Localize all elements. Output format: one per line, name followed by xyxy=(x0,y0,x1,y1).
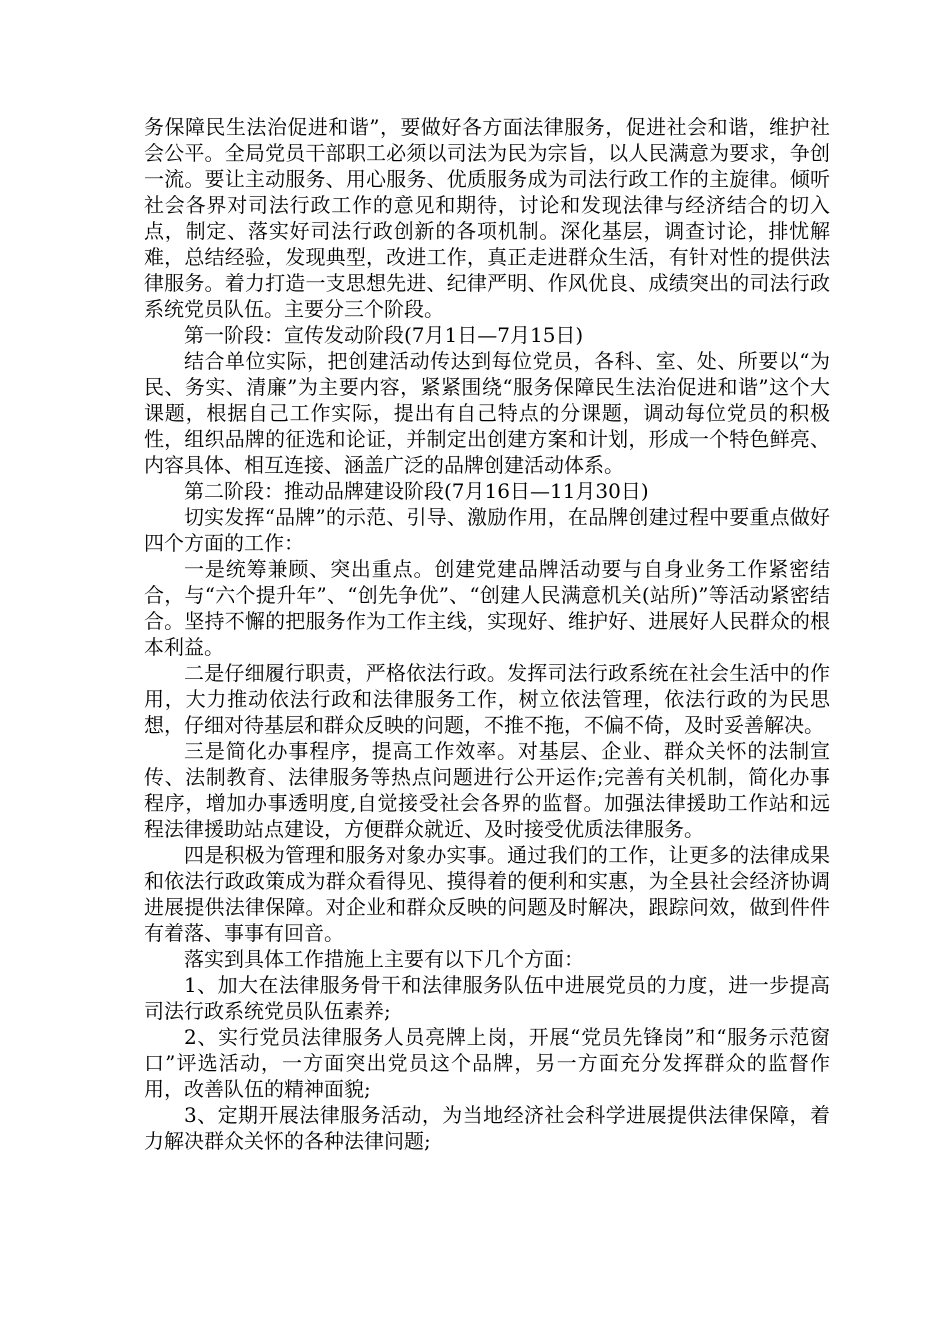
stage-one-heading: 第一阶段：宣传发动阶段(7月1日—7月15日) xyxy=(184,323,584,347)
measure-1: 1、加大在法律服务骨干和法律服务队伍中进展党员的力度，进一步提高司法行政系统党员队伍素养; xyxy=(144,973,830,1023)
point-two: 二是仔细履行职责，严格依法行政。发挥司法行政系统在社会生活中的作用，大力推动依法行政和法律服务工作，树立依法管理，依法行政的为民思想，仔细对待基层和群众反映的问题，不推不拖，不偏不倚，及时妥善解决。 xyxy=(144,661,830,737)
document-body xyxy=(144,114,830,1154)
point-one: 一是统筹兼顾、突出重点。创建党建品牌活动要与自身业务工作紧密结合，与“六个提升年”、“创先争优”、“创建人民满意机关(站所)”等活动紧密结合。坚持不懈的把服务作为工作主线，实现好、维护好、进展好人民群众的根本利益。 xyxy=(144,557,830,659)
stage-two-heading: 第二阶段：推动品牌建设阶段(7月16日—11月30日) xyxy=(184,479,649,503)
stage-one-body: 结合单位实际，把创建活动传达到每位党员，各科、室、处、所要以“为民、务实、清廉”为主要内容，紧紧围绕“服务保障民生法治促进和谐”这个大课题，根据自己工作实际，提出有自己特点的分课题，调动每位党员的积极性，组织品牌的征选和论证，并制定出创建方案和计划，形成一个特色鲜亮、内容具体、相互连接、涵盖广泛的品牌创建活动体系。 xyxy=(144,349,830,477)
measure-3: 3、定期开展法律服务活动，为当地经济社会科学进展提供法律保障，着力解决群众关怀的各种法律问题; xyxy=(144,1103,830,1153)
stage-two-intro: 切实发挥“品牌”的示范、引导、激励作用，在品牌创建过程中要重点做好四个方面的工作： xyxy=(144,505,830,555)
paragraph-intro-continued: 务保障民生法治促进和谐”，要做好各方面法律服务，促进社会和谐，维护社会公平。全局党员干部职工必须以司法为民为宗旨，以人民满意为要求，争创一流。要让主动服务、用心服务、优质服务成为司法行政工作的主旋律。倾听社会各界对司法行政工作的意见和期待，讨论和发现法律与经济结合的切入点，制定、落实好司法行政创新的各项机制。深化基层，调查讨论，排忧解难，总结经验，发现典型，改进工作，真正走进群众生活，有针对性的提供法律服务。着力打造一支思想先进、纪律严明、作风优良、成绩突出的司法行政系统党员队伍。主要分三个阶段。 xyxy=(144,115,830,321)
measure-2: 2、实行党员法律服务人员亮牌上岗，开展“党员先锋岗”和“服务示范窗口”评选活动，一方面突出党员这个品牌，另一方面充分发挥群众的监督作用，改善队伍的精神面貌; xyxy=(144,1025,830,1101)
measures-intro: 落实到具体工作措施上主要有以下几个方面： xyxy=(184,947,584,971)
point-three: 三是简化办事程序，提高工作效率。对基层、企业、群众关怀的法制宣传、法制教育、法律服务等热点问题进行公开运作;完善有关机制，简化办事程序，增加办事透明度,自觉接受社会各界的监督。加强法律援助工作站和远程法律援助站点建设，方便群众就近、及时接受优质法律服务。 xyxy=(144,739,830,841)
point-four: 四是积极为管理和服务对象办实事。通过我们的工作，让更多的法律成果和依法行政政策成为群众看得见、摸得着的便利和实惠，为全县社会经济协调进展提供法律保障。对企业和群众反映的问题及时解决，跟踪问效，做到件件有着落、事事有回音。 xyxy=(144,843,830,945)
